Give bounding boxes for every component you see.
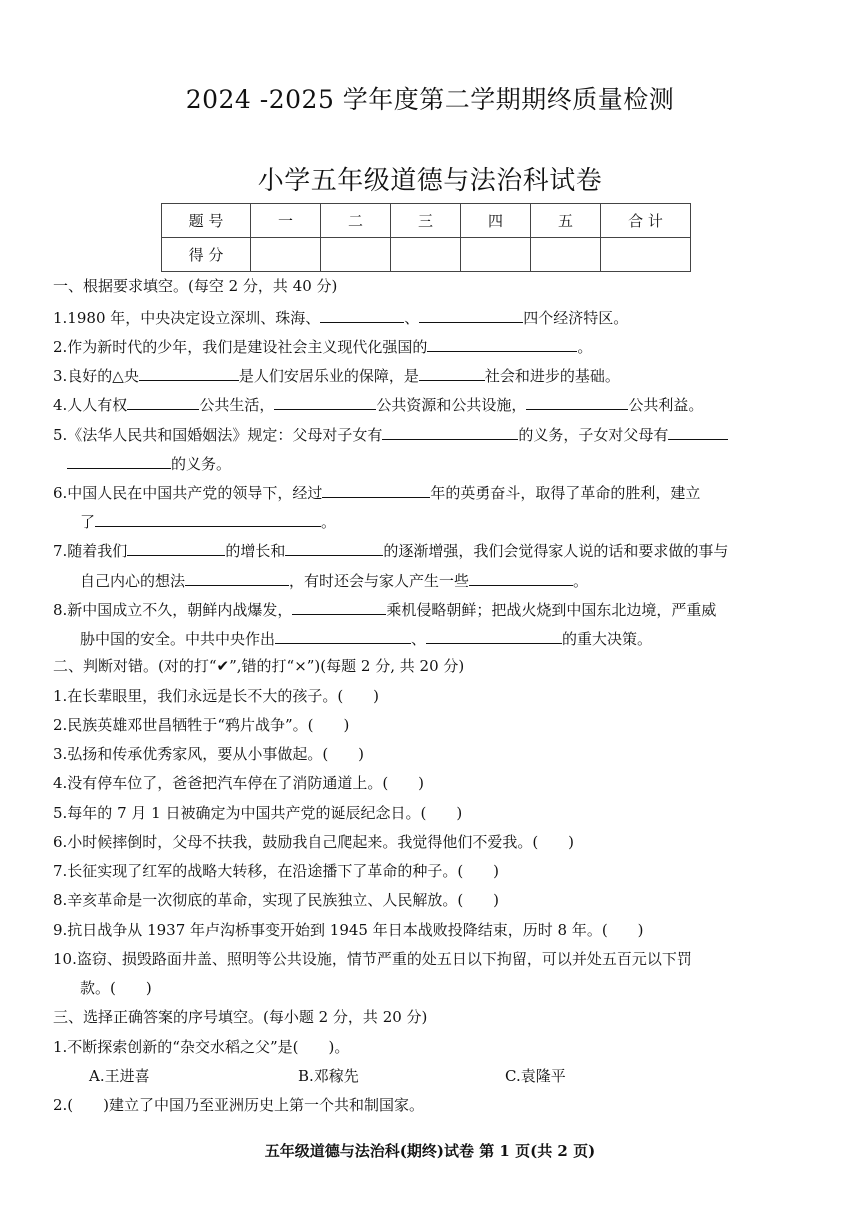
answer-blank[interactable] [426, 627, 562, 644]
answer-blank[interactable] [526, 393, 628, 410]
score-cell [601, 238, 691, 272]
answer-blank[interactable] [320, 306, 404, 323]
question-text: 6.中国人民在中国共产党的领导下，经过 [53, 484, 323, 502]
answer-blank[interactable] [382, 423, 518, 440]
answer-blank[interactable] [469, 569, 573, 586]
section1-heading: 一、根据要求填空。(每空 2 分，共 40 分) [53, 277, 338, 295]
question-text: 年的英勇奋斗，取得了革命的胜利，建立 [430, 484, 701, 502]
score-cell [321, 238, 391, 272]
answer-blank[interactable] [427, 335, 577, 352]
answer-blank[interactable] [275, 627, 411, 644]
question-text: 的重大决策。 [562, 630, 653, 648]
judge-item: 1.在长辈眼里，我们永远是长不大的孩子。( ) [53, 687, 380, 705]
question-text: 、 [411, 630, 427, 648]
judge-item: 2.民族英雄邓世昌牺牲于“鸦片战争”。( ) [53, 716, 350, 734]
exam-title: 2024 -2025 学年度第二学期期终质量检测 [185, 85, 675, 114]
question-text: 四个经济特区。 [523, 309, 629, 327]
question-1-2 [53, 335, 592, 357]
answer-blank[interactable] [285, 539, 383, 556]
question-1-4 [53, 393, 703, 415]
question-text: 的增长和 [225, 542, 286, 560]
question-1-5-cont [67, 452, 231, 474]
answer-blank[interactable] [67, 452, 171, 469]
question-text: 1.1980 年，中央决定设立深圳、珠海、 [53, 309, 321, 327]
question-text: 8.新中国成立不久，朝鲜内战爆发， [53, 601, 293, 619]
judge-item-cont: 款。( ) [80, 979, 152, 997]
question-text: 的义务，子女对父母有 [518, 426, 669, 444]
question-text: 。 [321, 513, 337, 531]
question-text: 了 [80, 513, 96, 531]
answer-blank[interactable] [127, 393, 199, 410]
question-text: 是人们安居乐业的保障，是 [238, 367, 419, 385]
answer-blank[interactable] [668, 423, 728, 440]
score-cell: 一 [251, 204, 321, 238]
answer-blank[interactable] [95, 510, 321, 527]
question-text: 公共生活， [199, 396, 275, 414]
question-1-5 [53, 423, 728, 445]
judge-item: 10.盗窃、损毁路面井盖、照明等公共设施，情节严重的处五日以下拘留，可以并处五百元以下罚 [53, 950, 692, 968]
question-1-1 [53, 306, 628, 328]
section2-heading: 二、判断对错。(对的打“✔”,错的打“×”)(每题 2 分, 共 20 分) [53, 657, 465, 675]
judge-item: 8.辛亥革命是一次彻底的革命，实现了民族独立、人民解放。( ) [53, 891, 500, 909]
answer-blank[interactable] [274, 393, 376, 410]
score-cell [391, 238, 461, 272]
question-1-7 [53, 539, 728, 561]
question-text: 。 [577, 338, 593, 356]
question-1-7-cont [80, 569, 588, 591]
score-cell: 二 [321, 204, 391, 238]
answer-blank[interactable] [185, 569, 289, 586]
choice-option-b: B.邓稼先 [298, 1067, 359, 1085]
question-1-6-cont [80, 510, 336, 532]
question-text: 7.随着我们 [53, 542, 128, 560]
judge-item: 6.小时候摔倒时，父母不扶我，鼓励我自己爬起来。我觉得他们不爱我。( ) [53, 833, 575, 851]
question-1-8-cont [80, 627, 652, 649]
answer-blank[interactable] [419, 364, 485, 381]
score-table [161, 203, 691, 272]
score-cell: 四 [461, 204, 531, 238]
score-cell [461, 238, 531, 272]
question-1-8 [53, 598, 716, 620]
judge-item: 4.没有停车位了，爸爸把汽车停在了消防通道上。( ) [53, 774, 425, 792]
question-text: 2.作为新时代的少年，我们是建设社会主义现代化强国的 [53, 338, 428, 356]
score-cell: 三 [391, 204, 461, 238]
choice-question-1: 1.不断探索创新的“杂交水稻之父”是( )。 [53, 1038, 350, 1056]
question-text: 5.《法华人民共和国婚姻法》规定：父母对子女有 [53, 426, 383, 444]
score-cell: 得 分 [162, 238, 251, 272]
question-1-3 [53, 364, 620, 386]
question-text: 的逐渐增强，我们会觉得家人说的话和要求做的事与 [383, 542, 729, 560]
question-text: 乘机侵略朝鲜；把战火烧到中国东北边境，严重威 [386, 601, 717, 619]
judge-item: 5.每年的 7 月 1 日被确定为中国共产党的诞辰纪念日。( ) [53, 804, 463, 822]
judge-item: 7.长征实现了红军的战略大转移，在沿途播下了革命的种子。( ) [53, 862, 500, 880]
answer-blank[interactable] [322, 481, 430, 498]
choice-option-c: C.袁隆平 [505, 1067, 566, 1085]
judge-item: 9.抗日战争从 1937 年卢沟桥事变开始到 1945 年日本战败投降结束，历时 8 年。( ) [53, 921, 644, 939]
question-text: 社会和进步的基础。 [484, 367, 620, 385]
question-text: 3.良好的△央 [53, 367, 139, 385]
score-cell: 五 [531, 204, 601, 238]
question-text: ，有时还会与家人产生一些 [289, 572, 470, 590]
score-cell: 合 计 [601, 204, 691, 238]
question-text: 。 [573, 572, 589, 590]
score-table-score-row [162, 238, 691, 272]
section3-heading: 三、选择正确答案的序号填空。(每小题 2 分，共 20 分) [53, 1008, 428, 1026]
score-table-header-row [162, 204, 691, 238]
judge-item: 3.弘扬和传承优秀家风，要从小事做起。( ) [53, 745, 365, 763]
score-cell [531, 238, 601, 272]
choice-option-a: A.王进喜 [89, 1067, 150, 1085]
question-text: 胁中国的安全。中共中央作出 [80, 630, 276, 648]
question-1-6 [53, 481, 700, 503]
score-cell: 题 号 [162, 204, 251, 238]
question-text: 公共资源和公共设施， [376, 396, 527, 414]
answer-blank[interactable] [419, 306, 523, 323]
answer-blank[interactable] [139, 364, 239, 381]
question-text: 4.人人有权 [53, 396, 128, 414]
answer-blank[interactable] [127, 539, 225, 556]
page-footer: 五年级道德与法治科(期终)试卷 第 1 页(共 2 页) [264, 1142, 596, 1160]
choice-question-2: 2.( )建立了中国乃至亚洲历史上第一个共和制国家。 [53, 1096, 425, 1114]
question-text: 的义务。 [171, 455, 232, 473]
exam-subtitle: 小学五年级道德与法治科试卷 [257, 166, 603, 196]
question-text: 自己内心的想法 [80, 572, 186, 590]
question-text: 、 [404, 309, 420, 327]
score-cell [251, 238, 321, 272]
answer-blank[interactable] [292, 598, 386, 615]
question-text: 公共利益。 [628, 396, 704, 414]
